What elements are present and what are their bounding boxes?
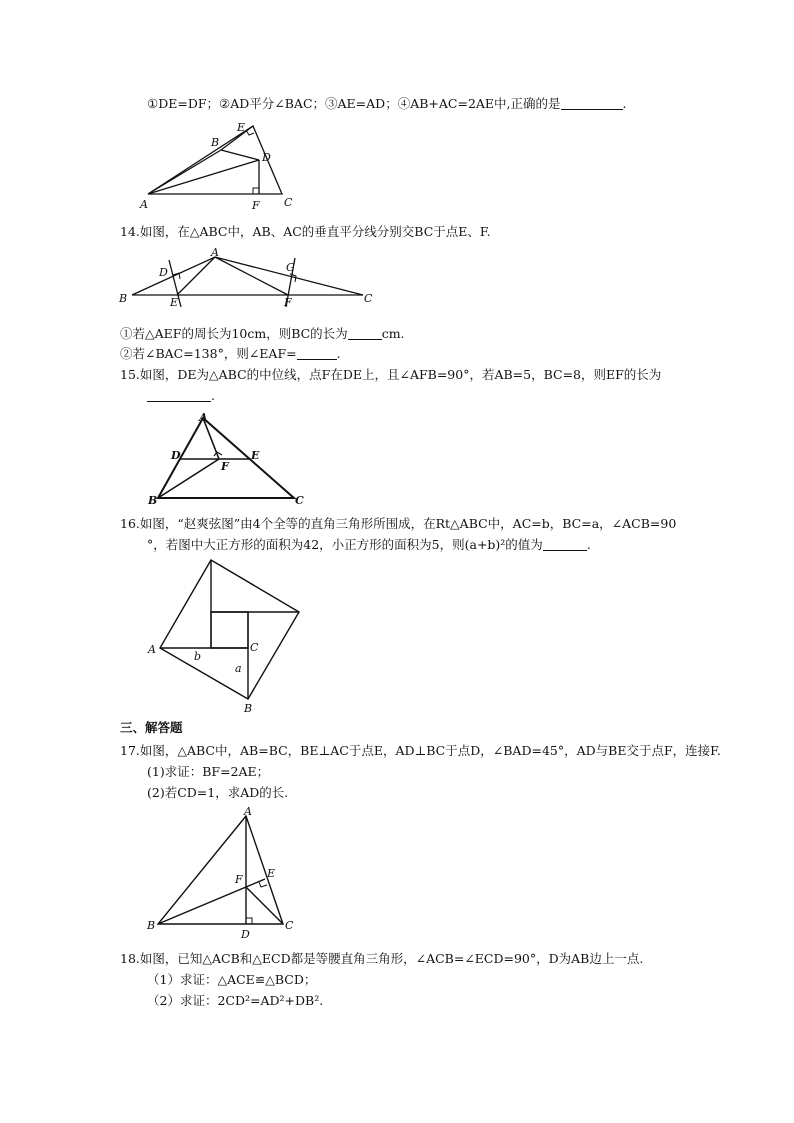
q16-inner-square — [211, 612, 248, 648]
q16-stem-line1: 16.如图，“赵爽弦图”由4个全等的直角三角形所围成，在Rt△ABC中，AC=b，BC=a，∠ACB=90 — [120, 516, 677, 531]
q17-label-f: F — [235, 873, 243, 886]
q14-segment-ae — [177, 257, 215, 295]
q16-label-a-point: A — [148, 643, 156, 656]
q15-answer-blank — [147, 389, 211, 402]
q14-figure — [118, 246, 388, 312]
q16-label-b-point: B — [244, 702, 253, 715]
q16-label-c-point: C — [250, 641, 259, 654]
q16-stem-line2-text: °，若图中大正方形的面积为42，小正方形的面积为5，则(a+b)²的值为 — [147, 537, 543, 552]
section3-title: 三、解答题 — [120, 720, 183, 735]
q17-label-d: D — [241, 928, 250, 941]
q14-part2-end: . — [336, 346, 341, 361]
q17-label-c: C — [285, 919, 294, 932]
q16-end: . — [586, 537, 591, 552]
q13-label-e: E — [237, 121, 246, 134]
q15-label-a: A — [199, 411, 208, 424]
q17-right-angle-d — [246, 918, 252, 924]
q14-label-e: E — [170, 296, 179, 309]
q17-segment-be — [158, 879, 265, 924]
q13-label-c: C — [284, 196, 293, 209]
q14-part2-text: ②若∠BAC=138°，则∠EAF= — [120, 346, 297, 361]
q17-part2: (2)若CD=1，求AD的长. — [147, 785, 289, 800]
q14-label-b: B — [119, 292, 128, 305]
q15-end: . — [211, 388, 215, 403]
q16-label-b-side: b — [194, 650, 202, 663]
q13-segment-bd — [221, 150, 259, 160]
q13-options-line — [147, 96, 627, 112]
q15-segment-bf — [158, 459, 219, 498]
q16-answer-blank — [543, 538, 587, 551]
q14-segment-af — [215, 257, 288, 295]
q14-label-f: F — [284, 296, 292, 309]
q15-figure — [146, 410, 311, 506]
q17-part1: (1)求证：BF=2AE； — [147, 764, 270, 779]
q15-label-c: C — [295, 494, 304, 507]
q15-stem: 15.如图，DE为△ABC的中位线，点F在DE上，且∠AFB=90°，若AB=5，BC=8，则EF的长为 — [120, 367, 662, 382]
q18-stem: 18.如图，已知△ACB和△ECD都是等腰直角三角形，∠ACB=∠ECD=90°，D为AB边上一点. — [120, 951, 644, 966]
q17-figure — [146, 805, 306, 942]
q16-stem-line2 — [147, 537, 591, 553]
q14-stem: 14.如图，在△ABC中，AB、AC的垂直平分线分别交BC于点E、F. — [120, 224, 491, 239]
q17-label-e: E — [267, 867, 276, 880]
q13-answer-blank — [561, 97, 623, 110]
q15-answer-line — [147, 388, 215, 404]
q15-label-b: B — [148, 494, 158, 507]
q13-end: . — [622, 96, 627, 111]
q13-label-b: B — [211, 136, 220, 149]
q16-outer-square — [160, 560, 299, 699]
q17-triangle-abc — [158, 816, 283, 924]
q15-label-d: D — [171, 449, 181, 462]
q13-right-angle-f — [253, 188, 259, 194]
q17-stem: 17.如图，△ABC中，AB=BC，BE⊥AC于点E，AD⊥BC于点D，∠BAD=45°，AD与BE交于点F，连接F. — [120, 743, 721, 758]
q14-part1 — [120, 326, 405, 342]
q13-segment-ad — [148, 160, 259, 194]
q13-label-a: A — [140, 198, 148, 211]
q13-label-f: F — [252, 199, 260, 212]
q13-segment-ab — [148, 150, 221, 194]
q14-part2-blank — [297, 347, 337, 360]
q15-label-f: F — [221, 460, 229, 473]
q16-figure — [145, 556, 305, 716]
q16-label-a-side: a — [235, 662, 242, 675]
q17-right-angle-e — [259, 882, 267, 887]
q15-label-e: E — [251, 449, 260, 462]
q14-label-g: G — [286, 261, 295, 274]
q14-label-d: D — [159, 266, 168, 279]
q18-part2: （2）求证：2CD²=AD²+DB². — [147, 993, 324, 1008]
q14-part1-unit: cm. — [381, 326, 405, 341]
q14-label-a: A — [211, 246, 219, 259]
q13-label-d: D — [262, 151, 271, 164]
q14-part1-text: ①若△AEF的周长为10cm，则BC的长为 — [120, 326, 348, 341]
q14-label-c: C — [364, 292, 373, 305]
q14-part1-blank — [348, 327, 382, 340]
q17-label-a: A — [244, 805, 252, 818]
q13-options-text: ①DE=DF；②AD平分∠BAC；③AE=AD；④AB+AC=2AE中,正确的是 — [147, 96, 561, 111]
q17-label-b: B — [147, 919, 156, 932]
q14-part2 — [120, 346, 341, 362]
q13-figure — [140, 118, 300, 212]
q18-part1: （1）求证：△ACE≌△BCD； — [147, 972, 317, 987]
